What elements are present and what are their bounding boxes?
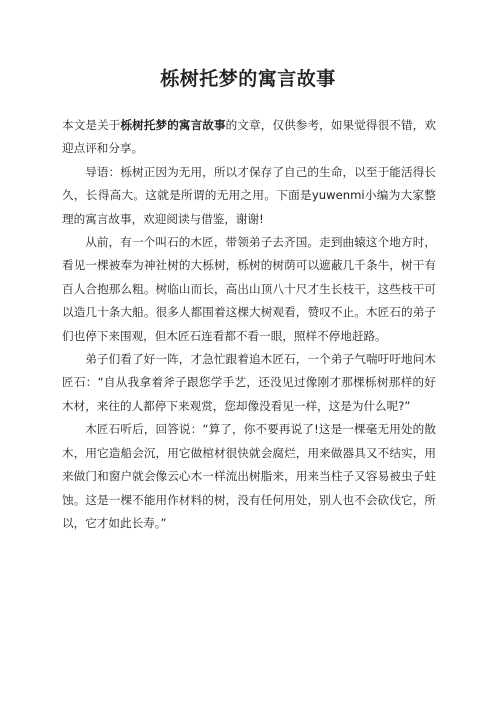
intro-suffix: 的文章，仅供参考，如果觉得很不错，欢迎点评和分享。	[62, 118, 436, 156]
intro-paragraph	[62, 114, 436, 161]
document-title: 栎树托梦的寓言故事	[160, 68, 336, 90]
intro-bold-title: 栎树托梦的寓言故事	[120, 118, 226, 132]
article-body	[62, 114, 436, 535]
paragraph-story-2: 弟子们看了好一阵，才急忙跟着追木匠石，一个弟子气喘吁吁地问木匠石：“自从我拿着斧子跟您学手艺，还没见过像刚才那棵栎树那样的好木材，来往的人都停下来观赏，您却像没看见一样，这是为什么呢?”	[62, 352, 436, 413]
paragraph-story-1: 从前，有一个叫石的木匠，带领弟子去齐国。走到曲辕这个地方时，看见一棵被奉为神社树的大栎树，栎树的树荫可以遮蔽几千条牛，树干有百人合抱那么粗。树临山而长，高出山顶八十尺才生长枝干，这些枝干可以造几十条大船。很多人都围着这棵大树观看，赞叹不止。木匠石的弟子们也停下来围观，但木匠石连看都不看一眼，照样不停地赶路。	[62, 235, 436, 343]
paragraph-lead: 导语：栎树正因为无用，所以才保存了自己的生命，以至于能活得长久，长得高大。这就是所谓的无用之用。下面是yuwenmi小编为大家整理的寓言故事，欢迎阅读与借鉴，谢谢!	[62, 164, 436, 226]
intro-prefix: 本文是关于	[62, 118, 121, 132]
paragraph-story-3: 木匠石听后，回答说：“算了，你不要再说了!这是一棵毫无用处的散木，用它造船会沉，用它做棺材很快就会腐烂，用来做器具又不结实，用来做门和窗户就会像云心木一样流出树脂来，用来当柱子又容易被虫子蛀蚀。这是一棵不能用作材料的树，没有任何用处，别人也不会砍伐它，所以，它才如此长寿。”	[62, 422, 436, 530]
